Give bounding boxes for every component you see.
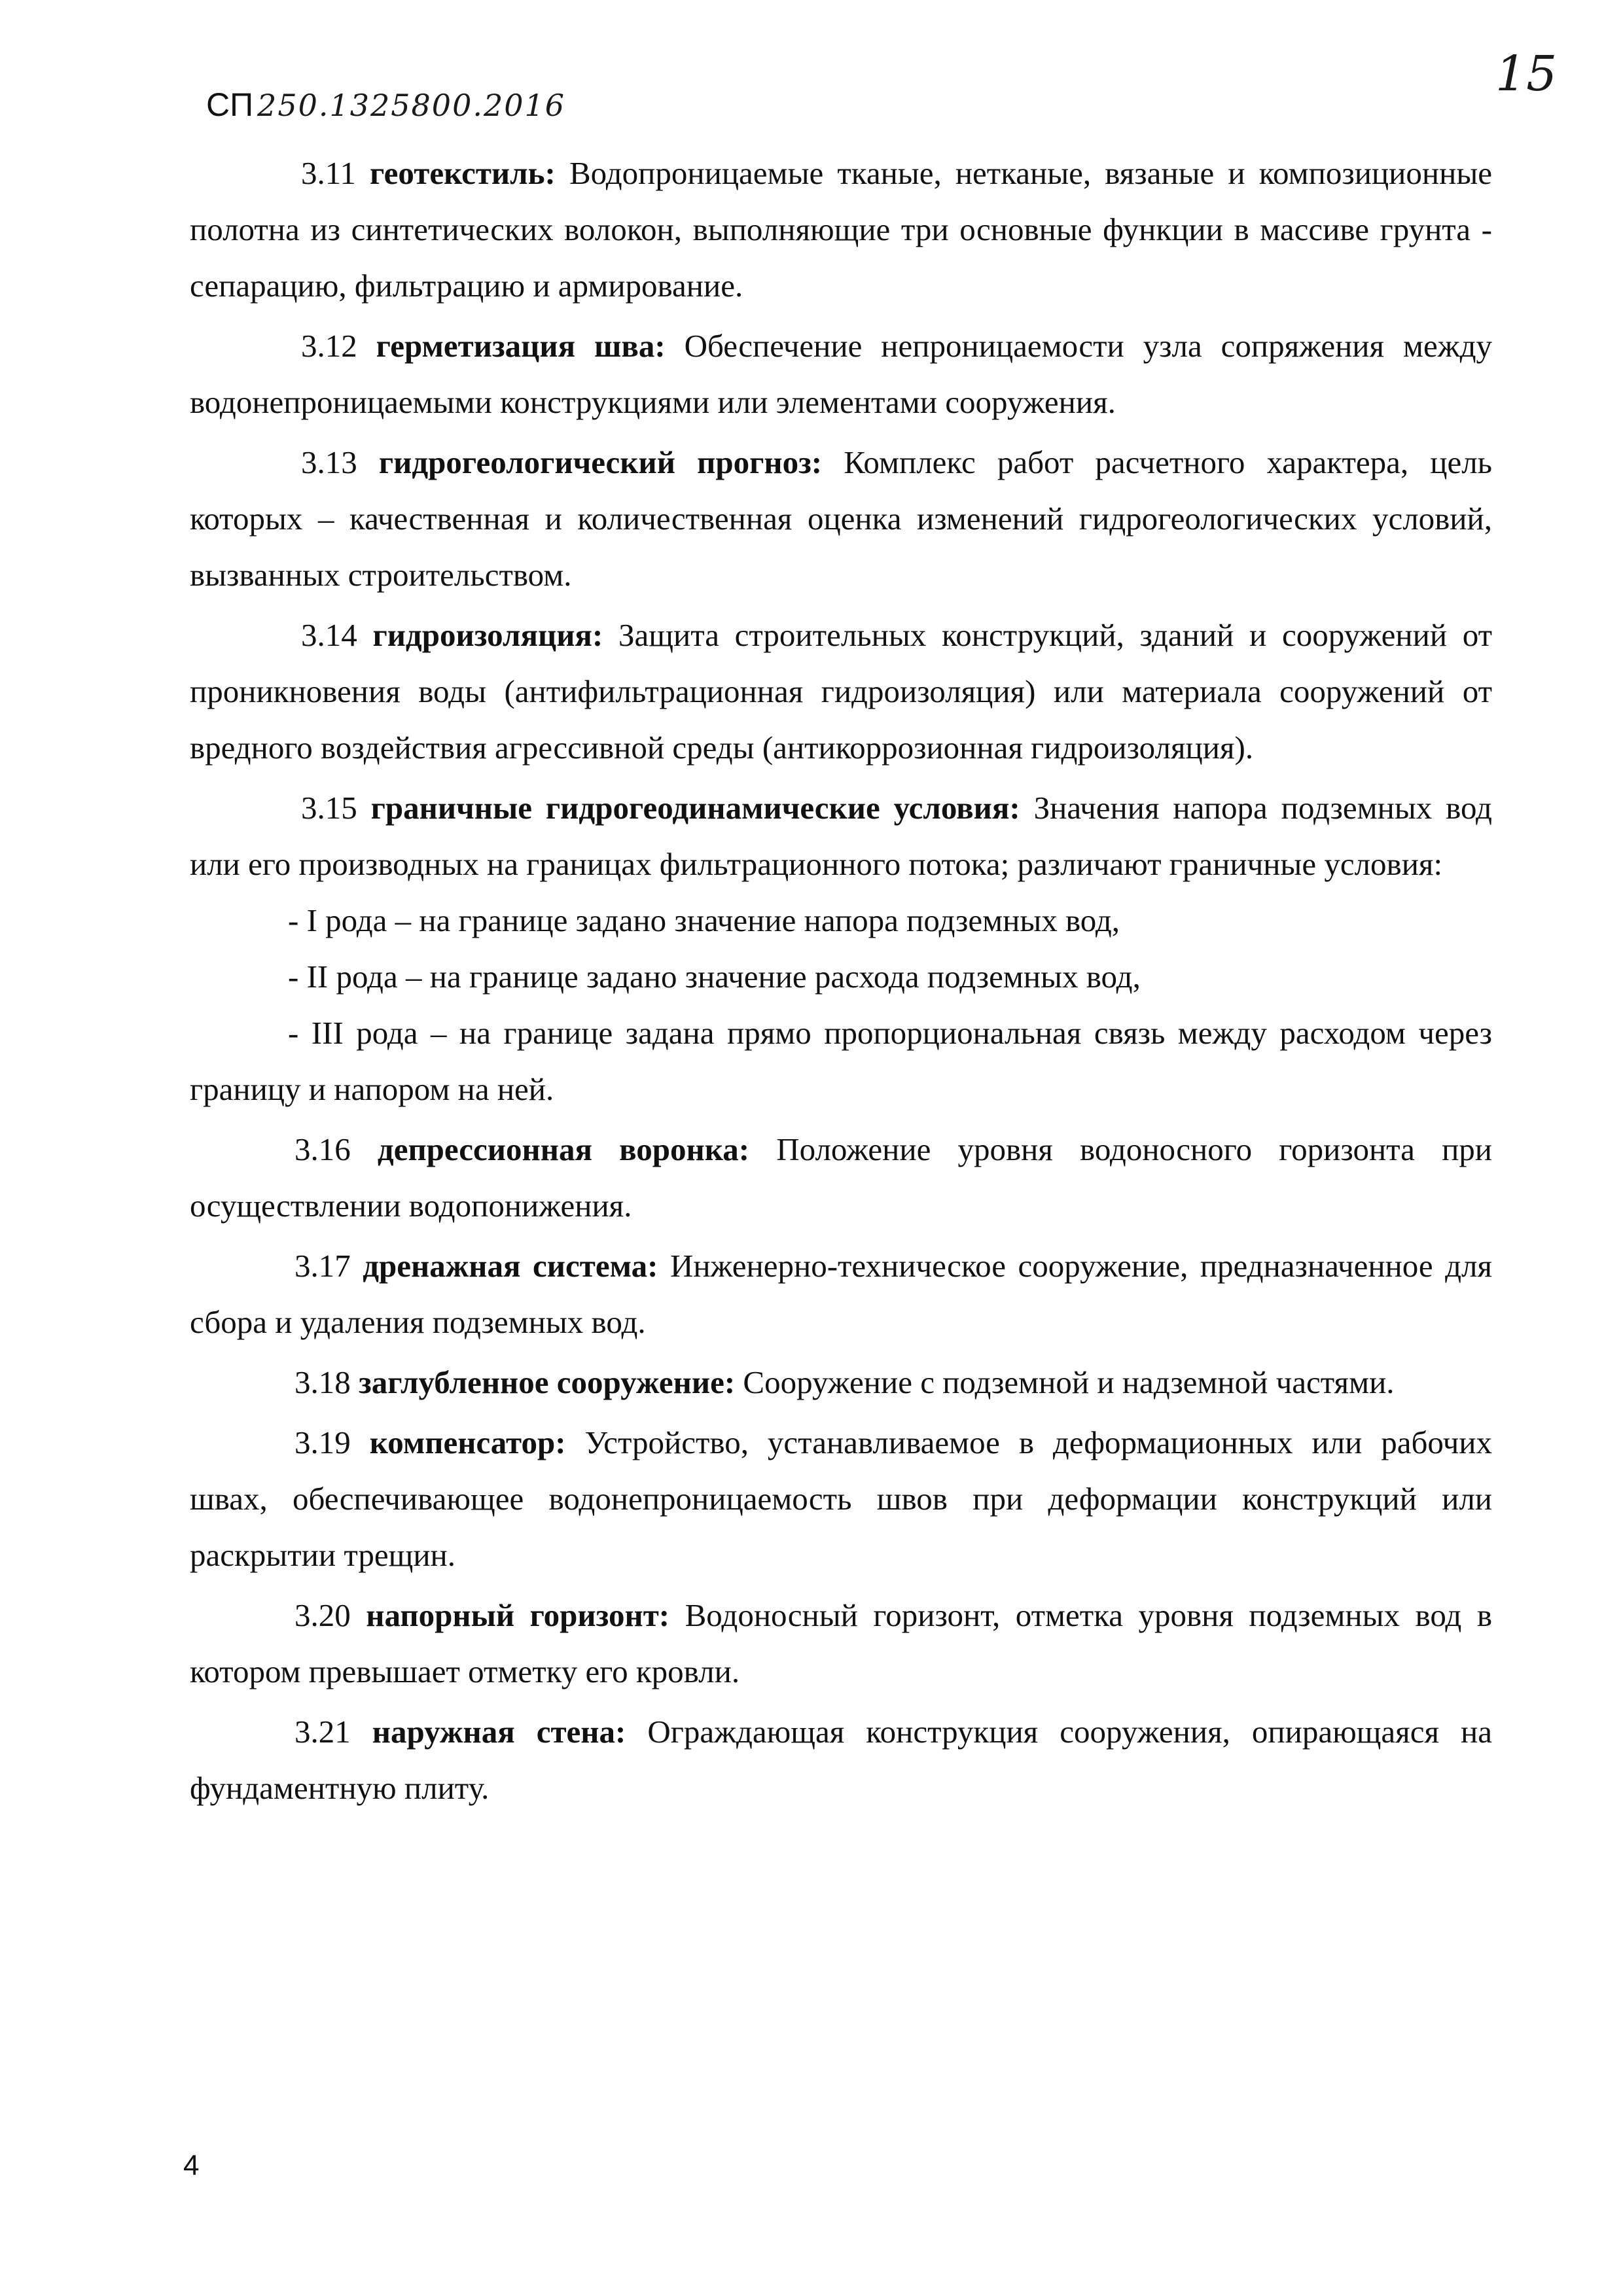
document-code-prefix: СП — [206, 86, 254, 123]
definition-number: 3.19 — [294, 1424, 351, 1460]
definition-term: граничные гидрогеодинамические условия: — [370, 790, 1020, 826]
definition-term: наружная стена: — [372, 1714, 626, 1750]
definition-3-14 — [190, 607, 1492, 776]
definition-text: Положение уровня водоносного горизонта при осуществлении водопонижения. — [190, 1131, 1493, 1224]
definition-term: дренажная система: — [363, 1248, 658, 1284]
definition-3-11 — [190, 145, 1492, 314]
definition-number: 3.15 — [301, 790, 357, 826]
definition-text: Защита строительных конструкций, зданий и сооружений от проникновения воды (антифильтрационная гидроизоляция) или материала сооружений от вредного воздействия агрессивной среды (антикоррозионная гидроизоляция). — [190, 617, 1493, 766]
definition-text: Водоносный горизонт, отметка уровня подземных вод в котором превышает отметку его кровли. — [190, 1597, 1492, 1689]
definition-number: 3.13 — [301, 444, 357, 480]
definition-term: гидрогеологический прогноз: — [378, 444, 823, 480]
definition-text: Ограждающая конструкция сооружения, опирающаяся на фундаментную плиту. — [190, 1714, 1492, 1806]
definition-3-13 — [190, 434, 1492, 603]
boundary-condition-item: - I рода – на границе задано значение напора подземных вод, — [288, 902, 1120, 938]
definition-text: Устройство, устанавливаемое в деформационных или рабочих швах, обеспечивающее водонепроницаемость швов при деформации конструкций или раскрытии трещин. — [190, 1424, 1493, 1573]
definition-term: геотекстиль: — [370, 155, 556, 191]
definition-3-18 — [190, 1354, 1492, 1411]
definition-number: 3.11 — [301, 155, 356, 191]
definition-3-20 — [190, 1587, 1492, 1700]
definition-text: Сооружение с подземной и надземной частями. — [743, 1364, 1395, 1400]
definition-number: 3.17 — [294, 1248, 351, 1284]
definition-text: Обеспечение непроницаемости узла сопряжения между водонепроницаемыми конструкциями или элементами сооружения. — [190, 328, 1493, 420]
definition-text: Инженерно-техническое сооружение, предназначенное для сбора и удаления подземных вод. — [190, 1248, 1493, 1340]
definition-term: компенсатор: — [369, 1424, 566, 1460]
handwritten-page-number: 15 — [1495, 46, 1558, 102]
definition-number: 3.14 — [301, 617, 357, 653]
definition-term: гидроизоляция: — [372, 617, 603, 653]
page-number: 4 — [183, 2149, 200, 2181]
definition-number: 3.20 — [294, 1597, 351, 1633]
definitions-body — [190, 145, 1492, 1816]
definition-term: заглубленное сооружение: — [359, 1364, 736, 1400]
definition-term: напорный горизонт: — [366, 1597, 670, 1633]
definition-3-12 — [190, 318, 1492, 431]
definition-text: Водопроницаемые тканые, нетканые, вязаные и композиционные полотна из синтетических волокон, выполняющие три основные функции в массиве грунта - сепарацию, фильтрацию и армирование. — [190, 155, 1492, 304]
boundary-condition-item: - II рода – на границе задано значение расхода подземных вод, — [288, 959, 1141, 995]
definition-number: 3.12 — [301, 328, 357, 364]
definition-number: 3.18 — [294, 1364, 351, 1400]
definition-number: 3.16 — [294, 1131, 351, 1167]
document-code-handwritten: 250.1325800.2016 — [257, 88, 566, 123]
definition-3-21 — [190, 1704, 1492, 1816]
definition-text: Комплекс работ расчетного характера, цель которых – качественная и количественная оценка изменений гидрогеологических условий, вызванных строительством. — [190, 444, 1493, 593]
definition-3-15 — [190, 780, 1492, 892]
definition-3-17 — [190, 1238, 1492, 1351]
boundary-condition-item: - III рода – на границе задана прямо пропорциональная связь между расходом через границу и напором на ней. — [190, 1015, 1492, 1107]
definition-text: Значения напора подземных вод или его производных на границах фильтрационного потока; различают граничные условия: — [190, 790, 1492, 882]
definition-number: 3.21 — [294, 1714, 351, 1750]
definition-term: герметизация шва: — [376, 328, 666, 364]
definition-3-16 — [190, 1122, 1492, 1234]
definition-term: депрессионная воронка: — [377, 1131, 750, 1167]
definition-3-19 — [190, 1415, 1492, 1583]
document-code — [206, 85, 565, 125]
